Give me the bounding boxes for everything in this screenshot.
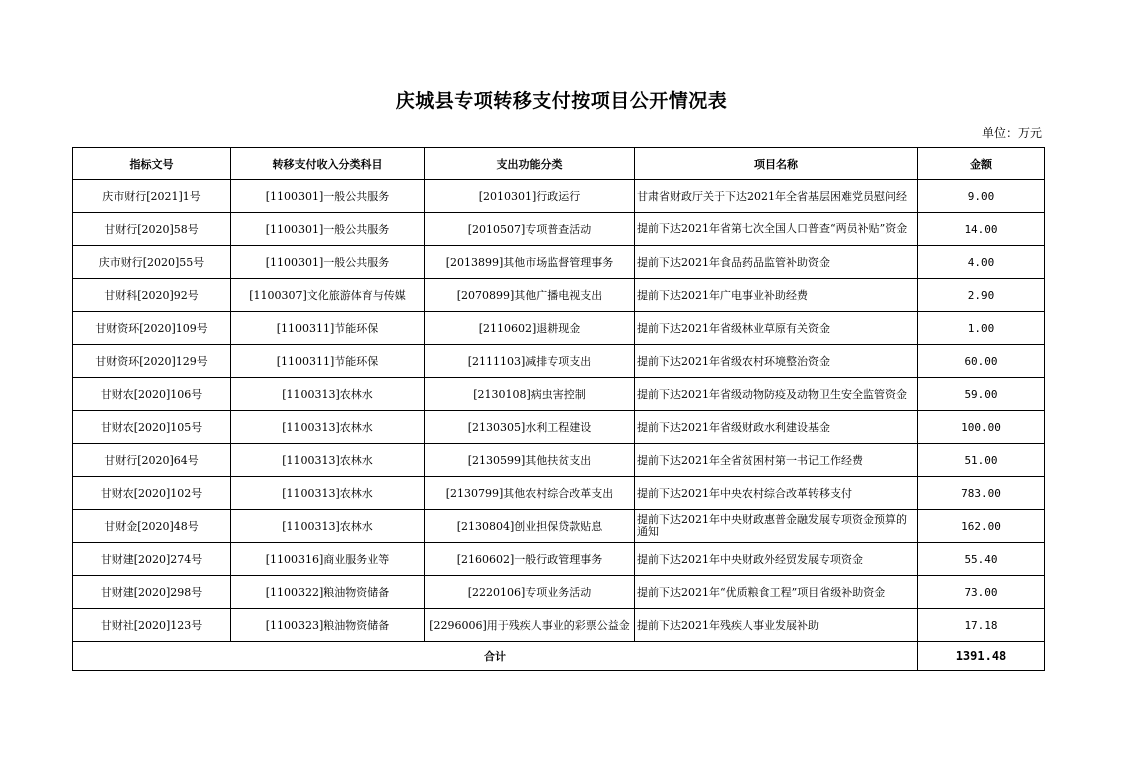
- cell-expenditure-function: [2111103]减排专项支出: [425, 345, 635, 378]
- cell-income-category: [1100313]农林水: [231, 510, 425, 543]
- table-row: [73, 477, 1045, 510]
- cell-document-number: 甘财农[2020]105号: [73, 411, 231, 444]
- table-row: [73, 510, 1045, 543]
- cell-document-number: 甘财行[2020]58号: [73, 213, 231, 246]
- table-row: [73, 576, 1045, 609]
- cell-project-name: 提前下达2021年省级林业草原有关资金: [635, 312, 918, 345]
- cell-document-number: 甘财行[2020]64号: [73, 444, 231, 477]
- header-income-category: 转移支付收入分类科目: [231, 148, 425, 180]
- document-title: 庆城县专项转移支付按项目公开情况表: [395, 90, 728, 112]
- total-amount: 1391.48: [918, 642, 1045, 671]
- table-row: [73, 279, 1045, 312]
- table-row: [73, 246, 1045, 279]
- cell-income-category: [1100313]农林水: [231, 378, 425, 411]
- cell-amount: 783.00: [918, 477, 1045, 510]
- cell-income-category: [1100301]一般公共服务: [231, 246, 425, 279]
- total-label: 合计: [73, 642, 918, 671]
- table-header-row: [73, 148, 1045, 180]
- table-row: [73, 543, 1045, 576]
- cell-document-number: 甘财科[2020]92号: [73, 279, 231, 312]
- cell-document-number: 甘财农[2020]102号: [73, 477, 231, 510]
- cell-amount: 2.90: [918, 279, 1045, 312]
- table-row: [73, 609, 1045, 642]
- cell-document-number: 甘财金[2020]48号: [73, 510, 231, 543]
- cell-document-number: 甘财农[2020]106号: [73, 378, 231, 411]
- header-amount: 金额: [918, 148, 1045, 180]
- header-document-number: 指标文号: [73, 148, 231, 180]
- cell-amount: 51.00: [918, 444, 1045, 477]
- cell-amount: 55.40: [918, 543, 1045, 576]
- cell-document-number: 甘财资环[2020]109号: [73, 312, 231, 345]
- cell-income-category: [1100301]一般公共服务: [231, 180, 425, 213]
- cell-amount: 4.00: [918, 246, 1045, 279]
- header-project-name: 项目名称: [635, 148, 918, 180]
- cell-amount: 1.00: [918, 312, 1045, 345]
- cell-expenditure-function: [2130305]水利工程建设: [425, 411, 635, 444]
- cell-amount: 59.00: [918, 378, 1045, 411]
- cell-project-name: 甘肃省财政厅关于下达2021年全省基层困难党员慰问经: [635, 180, 918, 213]
- cell-document-number: 甘财社[2020]123号: [73, 609, 231, 642]
- cell-project-name: 提前下达2021年广电事业补助经费: [635, 279, 918, 312]
- table-row: [73, 378, 1045, 411]
- cell-income-category: [1100307]文化旅游体育与传媒: [231, 279, 425, 312]
- cell-income-category: [1100311]节能环保: [231, 312, 425, 345]
- unit-label: 单位：万元: [981, 126, 1042, 140]
- cell-expenditure-function: [2110602]退耕现金: [425, 312, 635, 345]
- cell-expenditure-function: [2130108]病虫害控制: [425, 378, 635, 411]
- cell-expenditure-function: [2130799]其他农村综合改革支出: [425, 477, 635, 510]
- table-row: [73, 312, 1045, 345]
- cell-expenditure-function: [2220106]专项业务活动: [425, 576, 635, 609]
- table-row: [73, 180, 1045, 213]
- cell-income-category: [1100323]粮油物资储备: [231, 609, 425, 642]
- cell-income-category: [1100313]农林水: [231, 477, 425, 510]
- cell-amount: 14.00: [918, 213, 1045, 246]
- cell-project-name: 提前下达2021年省级农村环境整治资金: [635, 345, 918, 378]
- cell-project-name: 提前下达2021年中央财政外经贸发展专项资金: [635, 543, 918, 576]
- cell-amount: 60.00: [918, 345, 1045, 378]
- cell-amount: 9.00: [918, 180, 1045, 213]
- cell-project-name: 提前下达2021年全省贫困村第一书记工作经费: [635, 444, 918, 477]
- cell-income-category: [1100311]节能环保: [231, 345, 425, 378]
- table-row: [73, 345, 1045, 378]
- cell-expenditure-function: [2296006]用于残疾人事业的彩票公益金: [425, 609, 635, 642]
- cell-document-number: 甘财资环[2020]129号: [73, 345, 231, 378]
- total-row: [73, 642, 1045, 671]
- transfer-payment-table: [72, 147, 1045, 671]
- cell-income-category: [1100313]农林水: [231, 444, 425, 477]
- table-row: [73, 213, 1045, 246]
- table-body: [73, 180, 1045, 642]
- table-row: [73, 444, 1045, 477]
- cell-amount: 17.18: [918, 609, 1045, 642]
- cell-document-number: 甘财建[2020]274号: [73, 543, 231, 576]
- cell-income-category: [1100301]一般公共服务: [231, 213, 425, 246]
- cell-expenditure-function: [2130804]创业担保贷款贴息: [425, 510, 635, 543]
- cell-expenditure-function: [2013899]其他市场监督管理事务: [425, 246, 635, 279]
- cell-project-name: 提前下达2021年省第七次全国人口普查“两员补贴”资金: [635, 213, 918, 246]
- cell-expenditure-function: [2070899]其他广播电视支出: [425, 279, 635, 312]
- cell-project-name: 提前下达2021年中央农村综合改革转移支付: [635, 477, 918, 510]
- cell-expenditure-function: [2160602]一般行政管理事务: [425, 543, 635, 576]
- cell-expenditure-function: [2130599]其他扶贫支出: [425, 444, 635, 477]
- cell-amount: 73.00: [918, 576, 1045, 609]
- cell-amount: 162.00: [918, 510, 1045, 543]
- cell-project-name: 提前下达2021年“优质粮食工程”项目省级补助资金: [635, 576, 918, 609]
- cell-project-name: 提前下达2021年省级动物防疫及动物卫生安全监管资金: [635, 378, 918, 411]
- cell-project-name: 提前下达2021年食品药品监管补助资金: [635, 246, 918, 279]
- cell-expenditure-function: [2010507]专项普查活动: [425, 213, 635, 246]
- cell-document-number: 甘财建[2020]298号: [73, 576, 231, 609]
- cell-project-name: 提前下达2021年残疾人事业发展补助: [635, 609, 918, 642]
- table-row: [73, 411, 1045, 444]
- cell-income-category: [1100316]商业服务业等: [231, 543, 425, 576]
- cell-income-category: [1100322]粮油物资储备: [231, 576, 425, 609]
- cell-project-name: 提前下达2021年中央财政惠普金融发展专项资金预算的通知: [635, 510, 918, 543]
- cell-income-category: [1100313]农林水: [231, 411, 425, 444]
- cell-document-number: 庆市财行[2020]55号: [73, 246, 231, 279]
- header-expenditure-function: 支出功能分类: [425, 148, 635, 180]
- cell-amount: 100.00: [918, 411, 1045, 444]
- cell-document-number: 庆市财行[2021]1号: [73, 180, 231, 213]
- cell-project-name: 提前下达2021年省级财政水利建设基金: [635, 411, 918, 444]
- cell-expenditure-function: [2010301]行政运行: [425, 180, 635, 213]
